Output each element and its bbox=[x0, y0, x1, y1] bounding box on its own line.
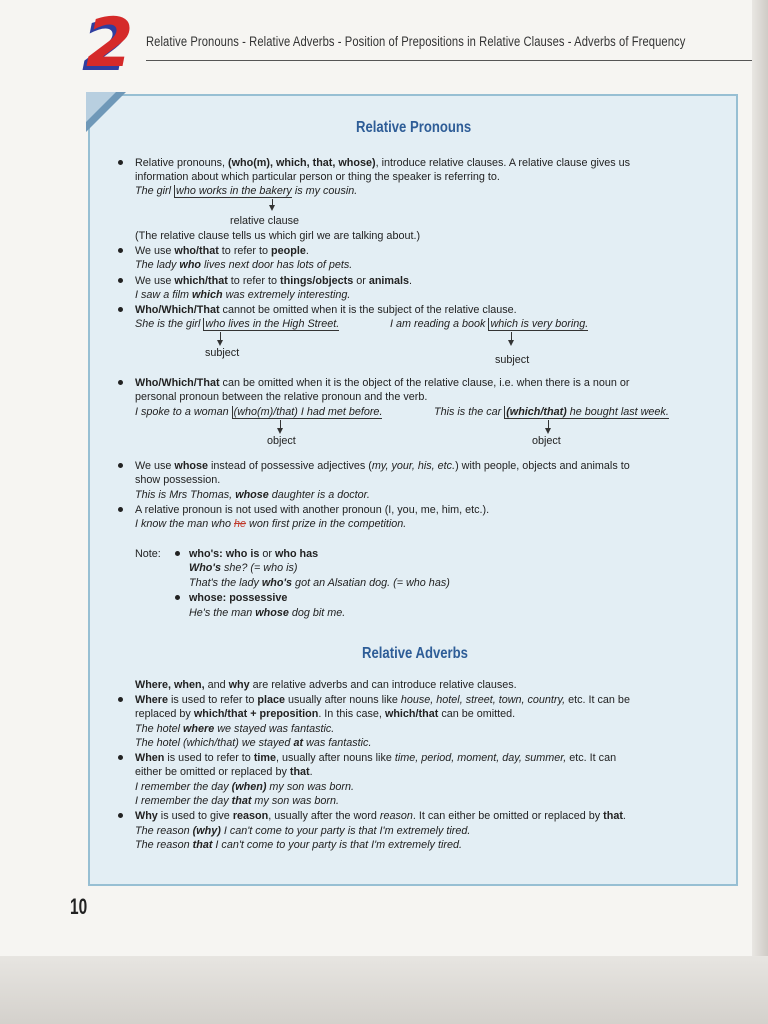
rule-line: When is used to refer to time, usually after nouns like time, period, moment, day, summer, etc. It can bbox=[135, 752, 617, 764]
bullet bbox=[175, 595, 180, 600]
example-line: This is the car (which/that) he bought last week. bbox=[434, 406, 669, 418]
rule-line: Who/Which/That cannot be omitted when it is the subject of the relative clause. bbox=[135, 304, 517, 316]
arrow-down-icon bbox=[277, 428, 283, 434]
rule-line: Who/Which/That can be omitted when it is the object of the relative clause, i.e. when there is a noun or bbox=[135, 377, 630, 389]
bullet bbox=[118, 278, 123, 283]
rule-line: replaced by which/that + preposition. In this case, which/that can be omitted. bbox=[135, 708, 516, 720]
label-subject: subject bbox=[495, 354, 530, 366]
note-line: whose: possessive bbox=[189, 592, 288, 604]
example-line: I remember the day (when) my son was born. bbox=[135, 781, 355, 793]
rule-line: Why is used to give reason, usually after the word reason. It can either be omitted or replaced by that. bbox=[135, 810, 626, 822]
rule-line: A relative pronoun is not used with another pronoun (I, you, me, him, etc.). bbox=[135, 504, 490, 516]
example-line: This is Mrs Thomas, whose daughter is a doctor. bbox=[135, 489, 370, 501]
bullet bbox=[118, 307, 123, 312]
rule-line: information about which particular person or thing the speaker is referring to. bbox=[135, 171, 500, 183]
arrow-down-icon bbox=[269, 205, 275, 211]
section-title-relative-adverbs: Relative Adverbs bbox=[362, 645, 468, 662]
bullet bbox=[118, 507, 123, 512]
example-line: The hotel where we stayed was fantastic. bbox=[135, 723, 335, 735]
example-line: I am reading a book which is very boring. bbox=[390, 318, 589, 330]
section-title-relative-pronouns: Relative Pronouns bbox=[356, 119, 472, 136]
example-line: That's the lady who's got an Alsatian dog. (= who has) bbox=[189, 577, 450, 589]
rule-line: We use which/that to refer to things/objects or animals. bbox=[135, 275, 413, 287]
rule-line: either be omitted or replaced by that. bbox=[135, 766, 313, 778]
example-line: The reason that I can't come to your party is that I'm extremely tired. bbox=[135, 839, 462, 851]
arrow-down-icon bbox=[508, 340, 514, 346]
unit-logo bbox=[38, 4, 138, 83]
scan-bottom-band bbox=[0, 956, 768, 1024]
label-relative-clause: relative clause bbox=[230, 215, 300, 227]
rule-line: Relative pronouns, (who(m), which, that, whose), introduce relative clauses. A relative clause gives us bbox=[135, 157, 631, 169]
bullet bbox=[118, 755, 123, 760]
example-line: The reason (why) I can't come to your party is that I'm extremely tired. bbox=[135, 825, 471, 837]
arrow-down-icon bbox=[217, 340, 223, 346]
bullet bbox=[118, 380, 123, 385]
header-rule bbox=[146, 60, 752, 61]
rule-line: show possession. bbox=[135, 474, 221, 486]
bullet bbox=[175, 551, 180, 556]
example-line: She is the girl who lives in the High Street. bbox=[135, 318, 340, 330]
label-subject: subject bbox=[205, 347, 240, 359]
bullet bbox=[118, 248, 123, 253]
page-edge bbox=[752, 0, 768, 956]
rule-line: Where, when, and why are relative adverbs and can introduce relative clauses. bbox=[135, 679, 517, 691]
rule-line: personal pronoun between the relative pronoun and the verb. bbox=[135, 391, 428, 403]
page-number: 10 bbox=[70, 894, 88, 919]
rule-line: We use whose instead of possessive adjectives (my, your, his, etc.) with people, objects and animals to bbox=[135, 460, 630, 472]
rule-line: We use who/that to refer to people. bbox=[135, 245, 309, 257]
bullet bbox=[118, 463, 123, 468]
note-label: Note: bbox=[135, 548, 161, 560]
bullet bbox=[118, 160, 123, 165]
example-line: I saw a film which was extremely interesting. bbox=[135, 289, 351, 301]
unit-title: Relative Pronouns - Relative Adverbs - Position of Prepositions in Relative Clauses - Adverbs of Frequency bbox=[146, 34, 686, 49]
label-object: object bbox=[267, 435, 296, 447]
note-line: (The relative clause tells us which girl we are talking about.) bbox=[135, 230, 421, 242]
rule-line: Where is used to refer to place usually after nouns like house, hotel, street, town, country, etc. It can be bbox=[135, 694, 630, 706]
example-line: Who's she? (= who is) bbox=[189, 562, 298, 574]
example-line: The lady who lives next door has lots of pets. bbox=[135, 259, 353, 271]
example-line: The girl who works in the bakery is my cousin. bbox=[135, 185, 358, 197]
example-line: The hotel (which/that) we stayed at was fantastic. bbox=[135, 737, 372, 749]
bullet bbox=[118, 813, 123, 818]
unit-number: 2 bbox=[86, 4, 132, 83]
label-object: object bbox=[532, 435, 561, 447]
example-line: I know the man who he won first prize in the competition. bbox=[135, 518, 407, 530]
example-line: I remember the day that my son was born. bbox=[135, 795, 340, 807]
example-line: I spoke to a woman (who(m)/that) I had met before. bbox=[135, 406, 383, 418]
crossed-out-word: he bbox=[234, 518, 247, 530]
bullet bbox=[118, 697, 123, 702]
example-line: He's the man whose dog bit me. bbox=[189, 607, 346, 619]
box-corner-fold-inner bbox=[86, 92, 116, 122]
note-line: who's: who is or who has bbox=[189, 548, 319, 560]
arrow-down-icon bbox=[545, 428, 551, 434]
